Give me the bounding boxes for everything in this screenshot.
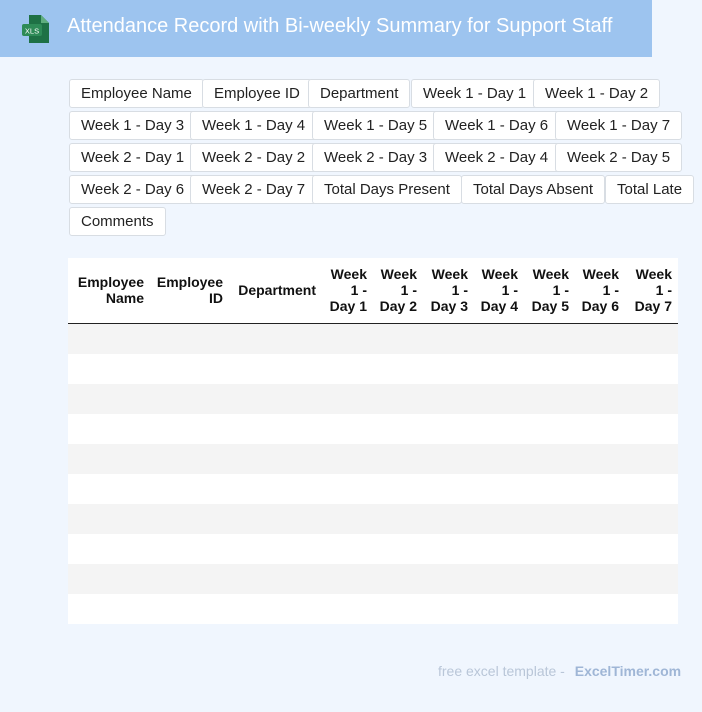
chip-comments[interactable]: Comments	[69, 207, 166, 236]
table-row	[68, 504, 678, 534]
chip-week1-day1[interactable]: Week 1 - Day 1	[411, 79, 538, 108]
table-cell[interactable]	[625, 384, 678, 414]
table-cell[interactable]	[524, 564, 575, 594]
table-cell[interactable]	[373, 564, 423, 594]
table-cell[interactable]	[229, 474, 322, 504]
chip-week1-day4[interactable]: Week 1 - Day 4	[190, 111, 317, 140]
table-cell[interactable]	[625, 504, 678, 534]
table-cell[interactable]	[625, 594, 678, 624]
table-row	[68, 384, 678, 414]
table-cell[interactable]	[625, 414, 678, 444]
column-header[interactable]: Employee Name	[68, 258, 150, 323]
table-cell[interactable]	[322, 384, 373, 414]
table-cell[interactable]	[575, 504, 625, 534]
table-cell[interactable]	[150, 323, 229, 354]
chip-week1-day3[interactable]: Week 1 - Day 3	[69, 111, 196, 140]
table-cell[interactable]	[373, 354, 423, 384]
table-cell[interactable]	[423, 534, 474, 564]
table-cell[interactable]	[322, 534, 373, 564]
chip-employee-name[interactable]: Employee Name	[69, 79, 204, 108]
table-cell[interactable]	[373, 444, 423, 474]
chip-week2-day2[interactable]: Week 2 - Day 2	[190, 143, 317, 172]
chip-department[interactable]: Department	[308, 79, 410, 108]
column-header[interactable]: Week 1 - Day 7	[625, 258, 678, 323]
table-cell[interactable]	[68, 594, 150, 624]
table-cell[interactable]	[229, 354, 322, 384]
table-cell[interactable]	[373, 474, 423, 504]
chip-total-days-absent[interactable]: Total Days Absent	[461, 175, 605, 204]
table-cell[interactable]	[229, 504, 322, 534]
table-cell[interactable]	[423, 354, 474, 384]
column-header[interactable]: Week 1 - Day 2	[373, 258, 423, 323]
table-cell[interactable]	[373, 323, 423, 354]
column-header[interactable]: Week 1 - Day 6	[575, 258, 625, 323]
chip-employee-id[interactable]: Employee ID	[202, 79, 312, 108]
table-cell[interactable]	[68, 564, 150, 594]
table-cell[interactable]	[474, 534, 524, 564]
table-cell[interactable]	[474, 444, 524, 474]
table-cell[interactable]	[625, 444, 678, 474]
column-header[interactable]: Employee ID	[150, 258, 229, 323]
table-cell[interactable]	[68, 354, 150, 384]
chip-week2-day5[interactable]: Week 2 - Day 5	[555, 143, 682, 172]
table-row	[68, 594, 678, 624]
table-cell[interactable]	[524, 323, 575, 354]
column-header[interactable]: Department	[229, 258, 322, 323]
table-cell[interactable]	[150, 444, 229, 474]
table-row	[68, 414, 678, 444]
table-cell[interactable]	[474, 354, 524, 384]
table-row	[68, 323, 678, 354]
table-cell[interactable]	[524, 354, 575, 384]
table-cell[interactable]	[68, 504, 150, 534]
table-cell[interactable]	[474, 474, 524, 504]
attendance-table	[68, 258, 678, 624]
table-cell[interactable]	[423, 384, 474, 414]
table-cell[interactable]	[474, 504, 524, 534]
table-cell[interactable]	[625, 534, 678, 564]
table-header-row	[68, 258, 678, 323]
table-cell[interactable]	[575, 384, 625, 414]
table-cell[interactable]	[625, 474, 678, 504]
table-cell[interactable]	[474, 564, 524, 594]
table-cell[interactable]	[423, 444, 474, 474]
excel-file-icon	[21, 14, 51, 44]
table-cell[interactable]	[322, 414, 373, 444]
table-cell[interactable]	[474, 384, 524, 414]
page-title: Attendance Record with Bi-weekly Summary for Support Staff	[67, 15, 613, 37]
title-bar	[0, 0, 652, 57]
chip-week2-day3[interactable]: Week 2 - Day 3	[312, 143, 439, 172]
table-cell[interactable]	[373, 414, 423, 444]
chip-week2-day6[interactable]: Week 2 - Day 6	[69, 175, 196, 204]
footer-prefix: free excel template -	[438, 663, 565, 679]
table-cell[interactable]	[229, 564, 322, 594]
table-cell[interactable]	[150, 534, 229, 564]
table-cell[interactable]	[229, 414, 322, 444]
table-cell[interactable]	[150, 474, 229, 504]
chip-week1-day5[interactable]: Week 1 - Day 5	[312, 111, 439, 140]
table-cell[interactable]	[524, 384, 575, 414]
table-cell[interactable]	[423, 414, 474, 444]
table-cell[interactable]	[524, 414, 575, 444]
table-cell[interactable]	[423, 504, 474, 534]
table-cell[interactable]	[373, 384, 423, 414]
table-cell[interactable]	[229, 534, 322, 564]
chip-week2-day4[interactable]: Week 2 - Day 4	[433, 143, 560, 172]
table-cell[interactable]	[68, 323, 150, 354]
table-cell[interactable]	[229, 384, 322, 414]
chip-week2-day7[interactable]: Week 2 - Day 7	[190, 175, 317, 204]
table-cell[interactable]	[474, 594, 524, 624]
table-cell[interactable]	[625, 564, 678, 594]
table-cell[interactable]	[229, 323, 322, 354]
table-cell[interactable]	[322, 323, 373, 354]
footer-credit	[438, 663, 681, 679]
table-cell[interactable]	[524, 504, 575, 534]
column-header[interactable]: Week 1 - Day 5	[524, 258, 575, 323]
table-cell[interactable]	[322, 444, 373, 474]
table-cell[interactable]	[524, 474, 575, 504]
table-cell[interactable]	[322, 474, 373, 504]
column-header[interactable]: Week 1 - Day 4	[474, 258, 524, 323]
table-cell[interactable]	[524, 444, 575, 474]
table-cell[interactable]	[575, 323, 625, 354]
table-cell[interactable]	[474, 323, 524, 354]
table-cell[interactable]	[322, 504, 373, 534]
table-cell[interactable]	[68, 384, 150, 414]
table-cell[interactable]	[229, 594, 322, 624]
table-row	[68, 564, 678, 594]
table-cell[interactable]	[68, 444, 150, 474]
table-cell[interactable]	[575, 594, 625, 624]
table-row	[68, 354, 678, 384]
table-cell[interactable]	[625, 354, 678, 384]
table-cell[interactable]	[150, 564, 229, 594]
table-cell[interactable]	[575, 414, 625, 444]
table-cell[interactable]	[423, 594, 474, 624]
chip-week2-day1[interactable]: Week 2 - Day 1	[69, 143, 196, 172]
table-cell[interactable]	[575, 474, 625, 504]
table-cell[interactable]	[524, 534, 575, 564]
table-cell[interactable]	[150, 354, 229, 384]
table-cell[interactable]	[423, 564, 474, 594]
chip-week1-day7[interactable]: Week 1 - Day 7	[555, 111, 682, 140]
table-cell[interactable]	[68, 534, 150, 564]
table-cell[interactable]	[373, 504, 423, 534]
table-cell[interactable]	[423, 323, 474, 354]
table-row	[68, 444, 678, 474]
table-cell[interactable]	[322, 564, 373, 594]
table-cell[interactable]	[150, 594, 229, 624]
table-cell[interactable]	[575, 444, 625, 474]
table-cell[interactable]	[575, 564, 625, 594]
table-cell[interactable]	[150, 414, 229, 444]
column-header[interactable]: Week 1 - Day 1	[322, 258, 373, 323]
table-cell[interactable]	[575, 534, 625, 564]
table-cell[interactable]	[150, 384, 229, 414]
table-cell[interactable]	[68, 414, 150, 444]
table-cell[interactable]	[575, 354, 625, 384]
table-cell[interactable]	[474, 414, 524, 444]
footer-brand-link[interactable]: ExcelTimer.com	[574, 663, 682, 679]
table-cell[interactable]	[625, 323, 678, 354]
table-row	[68, 474, 678, 504]
chip-total-days-present[interactable]: Total Days Present	[312, 175, 462, 204]
logo-text: XLS	[24, 26, 40, 36]
table-cell[interactable]	[229, 444, 322, 474]
table-cell[interactable]	[423, 474, 474, 504]
column-header[interactable]: Week 1 - Day 3	[423, 258, 474, 323]
table-cell[interactable]	[524, 594, 575, 624]
chip-week1-day6[interactable]: Week 1 - Day 6	[433, 111, 560, 140]
table-cell[interactable]	[322, 594, 373, 624]
chip-total-late[interactable]: Total Late	[605, 175, 694, 204]
table-cell[interactable]	[373, 594, 423, 624]
table-row	[68, 534, 678, 564]
chip-week1-day2[interactable]: Week 1 - Day 2	[533, 79, 660, 108]
table-cell[interactable]	[322, 354, 373, 384]
table-cell[interactable]	[150, 504, 229, 534]
table-cell[interactable]	[68, 474, 150, 504]
table-cell[interactable]	[373, 534, 423, 564]
